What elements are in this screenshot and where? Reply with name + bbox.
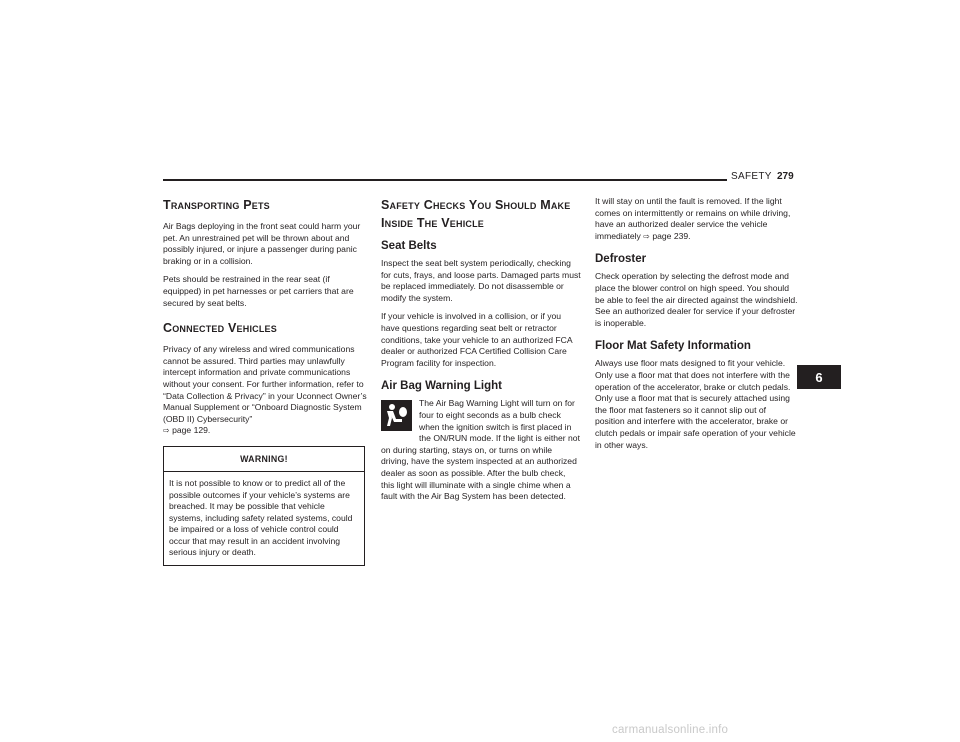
heading-transporting-pets: Transporting Pets <box>163 198 270 212</box>
heading-safety-checks-line-2: Inside The Vehicle <box>381 216 485 230</box>
heading-safety-checks <box>381 196 581 232</box>
connected-vehicles-text: Privacy of any wireless and wired communications cannot be assured. Third parties may unlawfully intercept information and private communications without your consent. For further information, refer to “Data Collection & Privacy” in your Uconnect Owner’s Manual Supplement or “Onboard Diagnostic System (OBD II) Cybersecurity” <box>163 344 367 424</box>
transporting-pets-paragraph-1: Air Bags deploying in the front seat could harm your pet. An unrestrained pet will be thrown about and possibly injured, or injure a passenger during panic braking or in a collision. <box>163 221 361 266</box>
seat-belts-paragraph-1: Inspect the seat belt system periodically, checking for cuts, frays, and loose parts. Damaged parts must be replaced immediately. Do not disassemble or modify the system. <box>381 258 581 303</box>
page-ref-arrow-icon: ⇨ <box>643 231 650 241</box>
warning-text: It is not possible to know or to predict all of the possible outcomes if your vehicle’s systems are breached. It may be possible that vehicle systems, including safety related systems, could be impaired or a loss of vehicle control could occur that may result in an accident involving serious injury or death. <box>169 477 353 558</box>
column-middle <box>381 196 581 510</box>
heading-safety-checks-line-1: Safety Checks You Should Make <box>381 198 571 212</box>
defroster-paragraph: Check operation by selecting the defrost mode and place the blower control on high speed. You should be able to feel the air directed against the windshield. See an authorized dealer for service if your defroster is inoperable. <box>595 271 798 328</box>
heading-defroster: Defroster <box>595 253 647 266</box>
heading-connected-vehicles: Connected Vehicles <box>163 321 277 336</box>
column-right <box>595 196 798 458</box>
floor-mat-paragraph: Always use floor mats designed to fit your vehicle. Only use a floor mat that does not interfere with the operation of the accelerator, brake or clutch pedals. Only use a floor mat that is securely attached using the floor mat fasteners so it cannot slip out of position and interfere with the accelerator, brake or clutch pedals or impair safe operation of your vehicle in other ways. <box>595 358 796 450</box>
transporting-pets-paragraph-2: Pets should be restrained in the rear seat (if equipped) in pet harnesses or pet carriers that are secured by seat belts. <box>163 274 354 308</box>
warning-body <box>164 472 364 565</box>
warning-box <box>163 446 365 566</box>
column-left <box>163 196 367 566</box>
page-number: 279 <box>777 171 794 182</box>
heading-floor-mat-safety: Floor Mat Safety Information <box>595 340 751 353</box>
air-bag-light-paragraph-1: The Air Bag Warning Light will turn on for four to eight seconds as a bulb check when the ignition switch is first placed in the ON/RUN mode. If the light is either not on during starting, stays on, or turns on while driving, have the system inspected at an authorized dealer as soon as possible. After the bulb check, this light will illuminate with a single chime when a fault with the Air Bag System has been detected. <box>381 398 580 502</box>
running-header-section: SAFETY <box>731 171 772 182</box>
air-bag-light-continued-text: It will stay on until the fault is removed. If the light comes on intermittently or remains on while driving, have an authorized dealer service the vehicle immediately <box>595 196 791 241</box>
watermark: carmanualsonline.info <box>612 724 729 736</box>
page-ref-arrow-icon: ⇨ <box>163 426 170 436</box>
page-ref-link-239[interactable]: page 239. <box>652 230 691 241</box>
heading-seat-belts: Seat Belts <box>381 240 437 252</box>
chapter-tab[interactable] <box>797 365 841 389</box>
seat-belts-paragraph-2: If your vehicle is involved in a collision, or if you have questions regarding seat belt or retractor conditions, take your vehicle to an authorized FCA dealer or authorized FCA Certified Collision Care Program facility for inspection. <box>381 311 573 368</box>
connected-vehicles-paragraph <box>163 344 367 437</box>
page-ref-link[interactable]: page 129. <box>172 425 211 436</box>
header-rule <box>163 179 727 181</box>
chapter-number: 6 <box>815 369 823 385</box>
heading-air-bag-warning-light: Air Bag Warning Light <box>381 380 502 393</box>
airbag-warning-icon <box>381 400 412 431</box>
warning-title: WARNING! <box>164 447 364 472</box>
air-bag-light-paragraph-2 <box>595 196 798 242</box>
